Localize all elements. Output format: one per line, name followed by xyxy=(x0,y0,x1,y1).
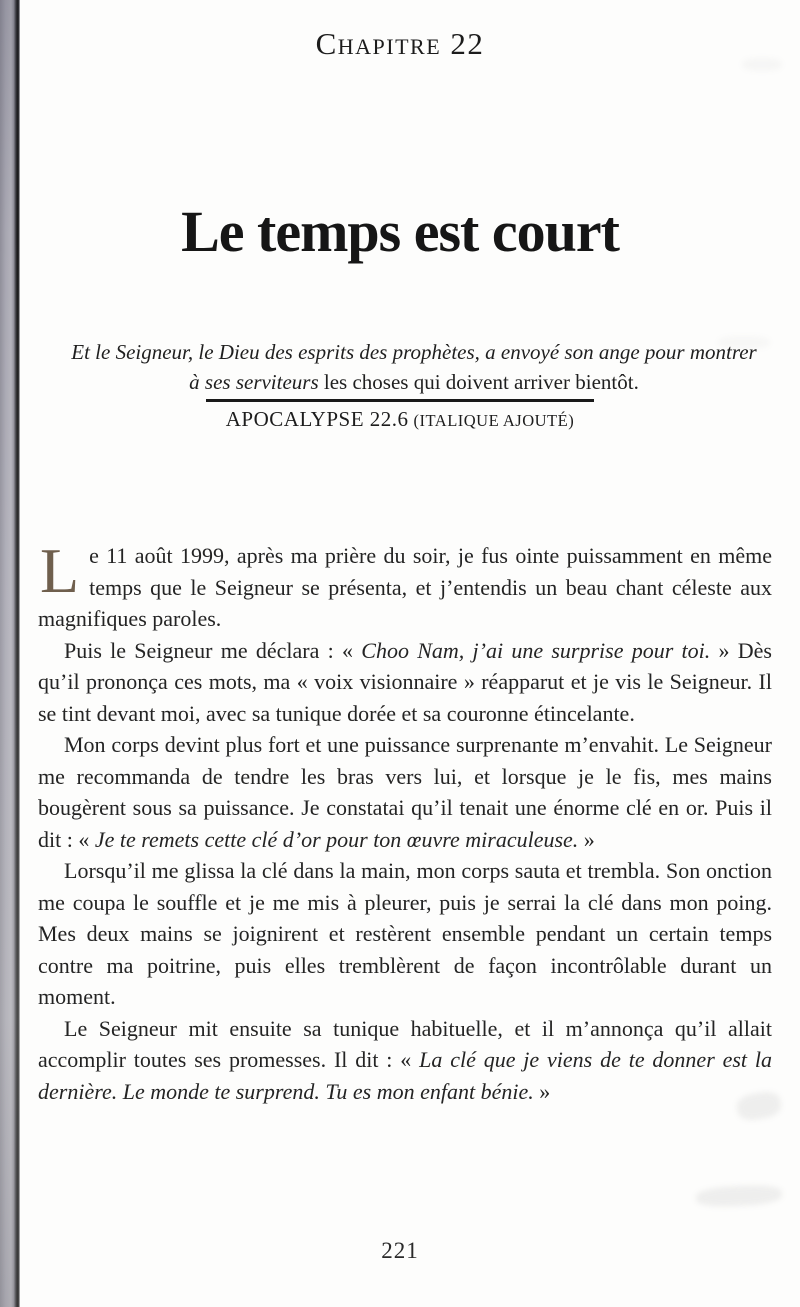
body-paragraph xyxy=(38,635,772,730)
scan-artifact xyxy=(696,1184,783,1208)
text-segment: Le Seigneur mit ensuite sa tunique habituelle, et il m’annonça qu’il allait accomplir toutes ses promesses. Il dit : « xyxy=(38,1015,772,1072)
paragraph-text xyxy=(38,638,772,726)
body-paragraph xyxy=(38,855,772,1013)
text-segment: Mon corps devint plus fort et une puissance surprenante m’envahit. Le Seigneur me recommanda de tendre les bras vers lui, et lorsque je le fis, mes mains bougèrent sous sa puissance. Je constatai qu’il tenait une énorme clé en or. Puis il dit : « xyxy=(38,732,772,852)
text-segment: Choo Nam, j’ai une surprise pour toi. xyxy=(361,637,711,663)
drop-cap: L xyxy=(40,535,80,606)
epigraph-italic-text: Et le Seigneur, le Dieu des esprits des prophètes, a envoyé son ange pour montrer à ses serviteurs xyxy=(71,340,757,394)
body-paragraph xyxy=(38,1013,772,1108)
epigraph xyxy=(70,337,758,397)
paragraph-text xyxy=(38,543,772,631)
paragraph-text xyxy=(38,858,772,1009)
text-segment: e 11 août 1999, après ma prière du soir, je fus ointe puissamment en même temps que le Seigneur se présenta, et j’entendis un beau chant céleste aux magnifiques paroles. xyxy=(38,543,772,631)
text-segment: Lorsqu’il me glissa la clé dans la main, mon corps sauta et trembla. Son onction me coupa le souffle et je me mis à pleurer, puis je serrai la clé dans mon poing. Mes deux mains se joignirent et restèrent ensemble pendant un certain temps contre ma poitrine, puis elles tremblèrent de façon incontrôlable durant un moment. xyxy=(38,858,772,1009)
paragraph-text xyxy=(38,1016,772,1104)
text-segment: » Dès qu’il prononça ces mots, ma « voix visionnaire » réapparut et je vis le Seigneur. Il se tint devant moi, avec sa tunique dorée et sa couronne étincelante. xyxy=(38,637,772,726)
body-paragraph xyxy=(38,729,772,855)
text-segment: La clé que je viens de te donner est la dernière. Le monde te surprend. Tu es mon enfant bénie. xyxy=(38,1047,773,1104)
body-paragraph xyxy=(38,535,772,635)
text-segment: » xyxy=(578,826,595,852)
scripture-reference: APOCALYPSE 22.6 xyxy=(225,407,409,431)
paragraph-text xyxy=(38,732,772,852)
epigraph-divider-rule xyxy=(206,399,594,402)
epigraph-source xyxy=(0,407,800,432)
chapter-label: Chapitre 22 xyxy=(315,26,485,61)
page-number: 221 xyxy=(381,1238,419,1263)
chapter-title: Le temps est court xyxy=(181,199,619,264)
text-segment: Puis le Seigneur me déclara : « xyxy=(64,637,362,663)
scripture-reference-note: (ITALIQUE AJOUTÉ) xyxy=(413,411,575,430)
text-segment: Je te remets cette clé d’or pour ton œuvre miraculeuse. xyxy=(94,826,579,852)
body-text xyxy=(38,535,773,1107)
text-segment: » xyxy=(533,1078,551,1104)
epigraph-roman-text: les choses qui doivent arriver bientôt. xyxy=(318,370,639,394)
page-binding-edge xyxy=(0,0,20,1307)
